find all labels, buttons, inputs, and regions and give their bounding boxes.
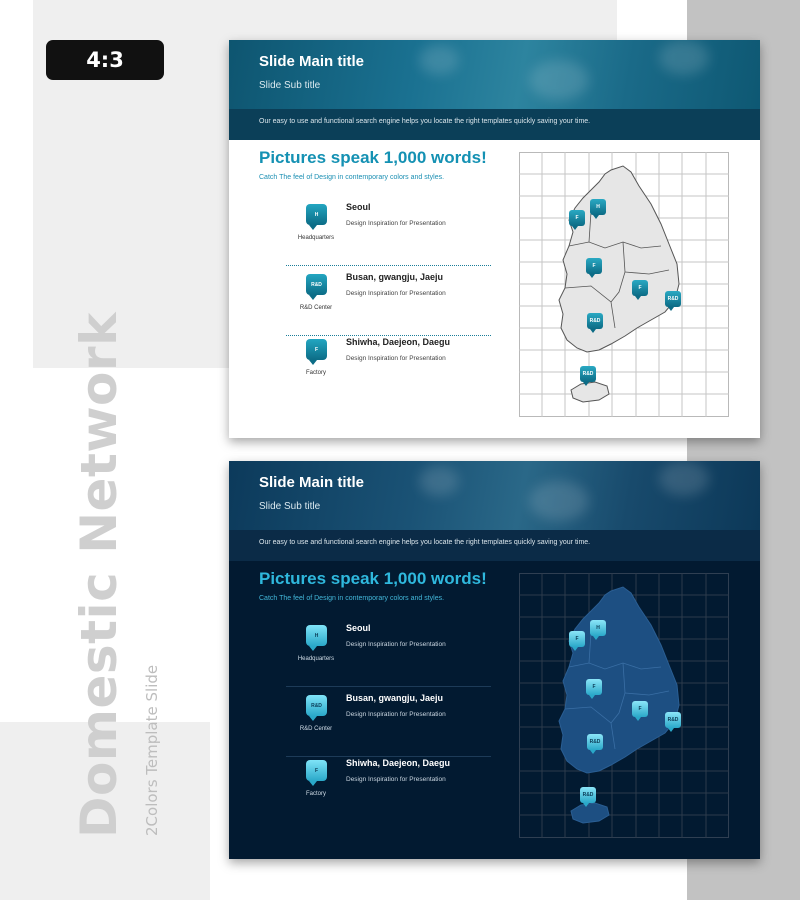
slide-main-title: Slide Main title — [259, 53, 365, 70]
rnd-pin-icon: R&D — [306, 274, 327, 295]
location-entry-factory — [286, 337, 491, 387]
aspect-ratio-badge: 4:3 — [46, 40, 164, 80]
side-title: Domestic Network — [70, 312, 128, 838]
entry-description: Design Inspiration for Presentation — [346, 776, 446, 783]
slide-sub-title: Slide Sub title — [259, 501, 321, 512]
entry-name: Seoul — [346, 623, 371, 633]
entry-name: Seoul — [346, 202, 371, 212]
entry-divider — [286, 756, 491, 757]
entry-caption: R&D Center — [299, 305, 333, 311]
entry-name: Shiwha, Daejeon, Daegu — [346, 758, 451, 768]
entry-caption: R&D Center — [299, 726, 333, 732]
location-entry-factory — [286, 758, 491, 808]
slide-main-title: Slide Main title — [259, 474, 365, 491]
map-pin-rnd: R&D — [587, 734, 603, 750]
location-entry-headquarters — [286, 202, 491, 266]
entry-description: Design Inspiration for Presentation — [346, 355, 446, 362]
entry-caption: Headquarters — [297, 235, 335, 241]
korea-map — [519, 573, 729, 838]
headquarters-pin-icon: H — [306, 625, 327, 646]
content-heading: Pictures speak 1,000 words! — [259, 148, 487, 167]
entry-caption: Headquarters — [297, 656, 335, 662]
entry-name: Busan, gwangju, Jaeju — [346, 272, 444, 282]
side-subtitle: 2Colors Template Slide — [143, 664, 161, 836]
map-pin-headquarters: H — [590, 199, 606, 215]
map-pin-factory: F — [569, 210, 585, 226]
korea-map-graphic — [519, 573, 729, 838]
factory-pin-icon: F — [306, 760, 327, 781]
slide-sub-title: Slide Sub title — [259, 80, 321, 91]
korea-map-graphic — [519, 152, 729, 417]
entry-divider — [286, 686, 491, 687]
map-pin-headquarters: H — [590, 620, 606, 636]
map-pin-factory: F — [632, 701, 648, 717]
headquarters-pin-icon: H — [306, 204, 327, 225]
map-pin-factory: F — [586, 258, 602, 274]
map-pin-rnd: R&D — [580, 787, 596, 803]
entry-description: Design Inspiration for Presentation — [346, 290, 446, 297]
location-entry-headquarters — [286, 623, 491, 687]
tagline: Our easy to use and functional search engine helps you locate the right templates quickly saving your time. — [259, 539, 591, 546]
map-pin-rnd: R&D — [580, 366, 596, 382]
entry-description: Design Inspiration for Presentation — [346, 641, 446, 648]
entry-caption: Factory — [305, 370, 326, 376]
content-heading: Pictures speak 1,000 words! — [259, 569, 487, 588]
tagline: Our easy to use and functional search engine helps you locate the right templates quickly saving your time. — [259, 118, 591, 125]
location-entry-rnd — [286, 272, 491, 336]
map-pin-rnd: R&D — [665, 291, 681, 307]
map-pin-factory: F — [586, 679, 602, 695]
entry-description: Design Inspiration for Presentation — [346, 711, 446, 718]
content-subheading: Catch The feel of Design in contemporary colors and styles. — [259, 174, 445, 181]
slide-header — [229, 40, 760, 109]
rnd-pin-icon: R&D — [306, 695, 327, 716]
slide-header — [229, 461, 760, 530]
map-pin-rnd: R&D — [665, 712, 681, 728]
factory-pin-icon: F — [306, 339, 327, 360]
slide-dark — [229, 461, 760, 859]
map-pin-factory: F — [632, 280, 648, 296]
entry-caption: Factory — [305, 791, 326, 797]
entry-divider — [286, 335, 491, 336]
map-pin-rnd: R&D — [587, 313, 603, 329]
korea-map — [519, 152, 729, 417]
slide-light — [229, 40, 760, 438]
entry-name: Busan, gwangju, Jaeju — [346, 693, 444, 703]
content-subheading: Catch The feel of Design in contemporary colors and styles. — [259, 595, 445, 602]
entry-divider — [286, 265, 491, 266]
entry-name: Shiwha, Daejeon, Daegu — [346, 337, 451, 347]
entry-description: Design Inspiration for Presentation — [346, 220, 446, 227]
map-pin-factory: F — [569, 631, 585, 647]
location-entry-rnd — [286, 693, 491, 757]
